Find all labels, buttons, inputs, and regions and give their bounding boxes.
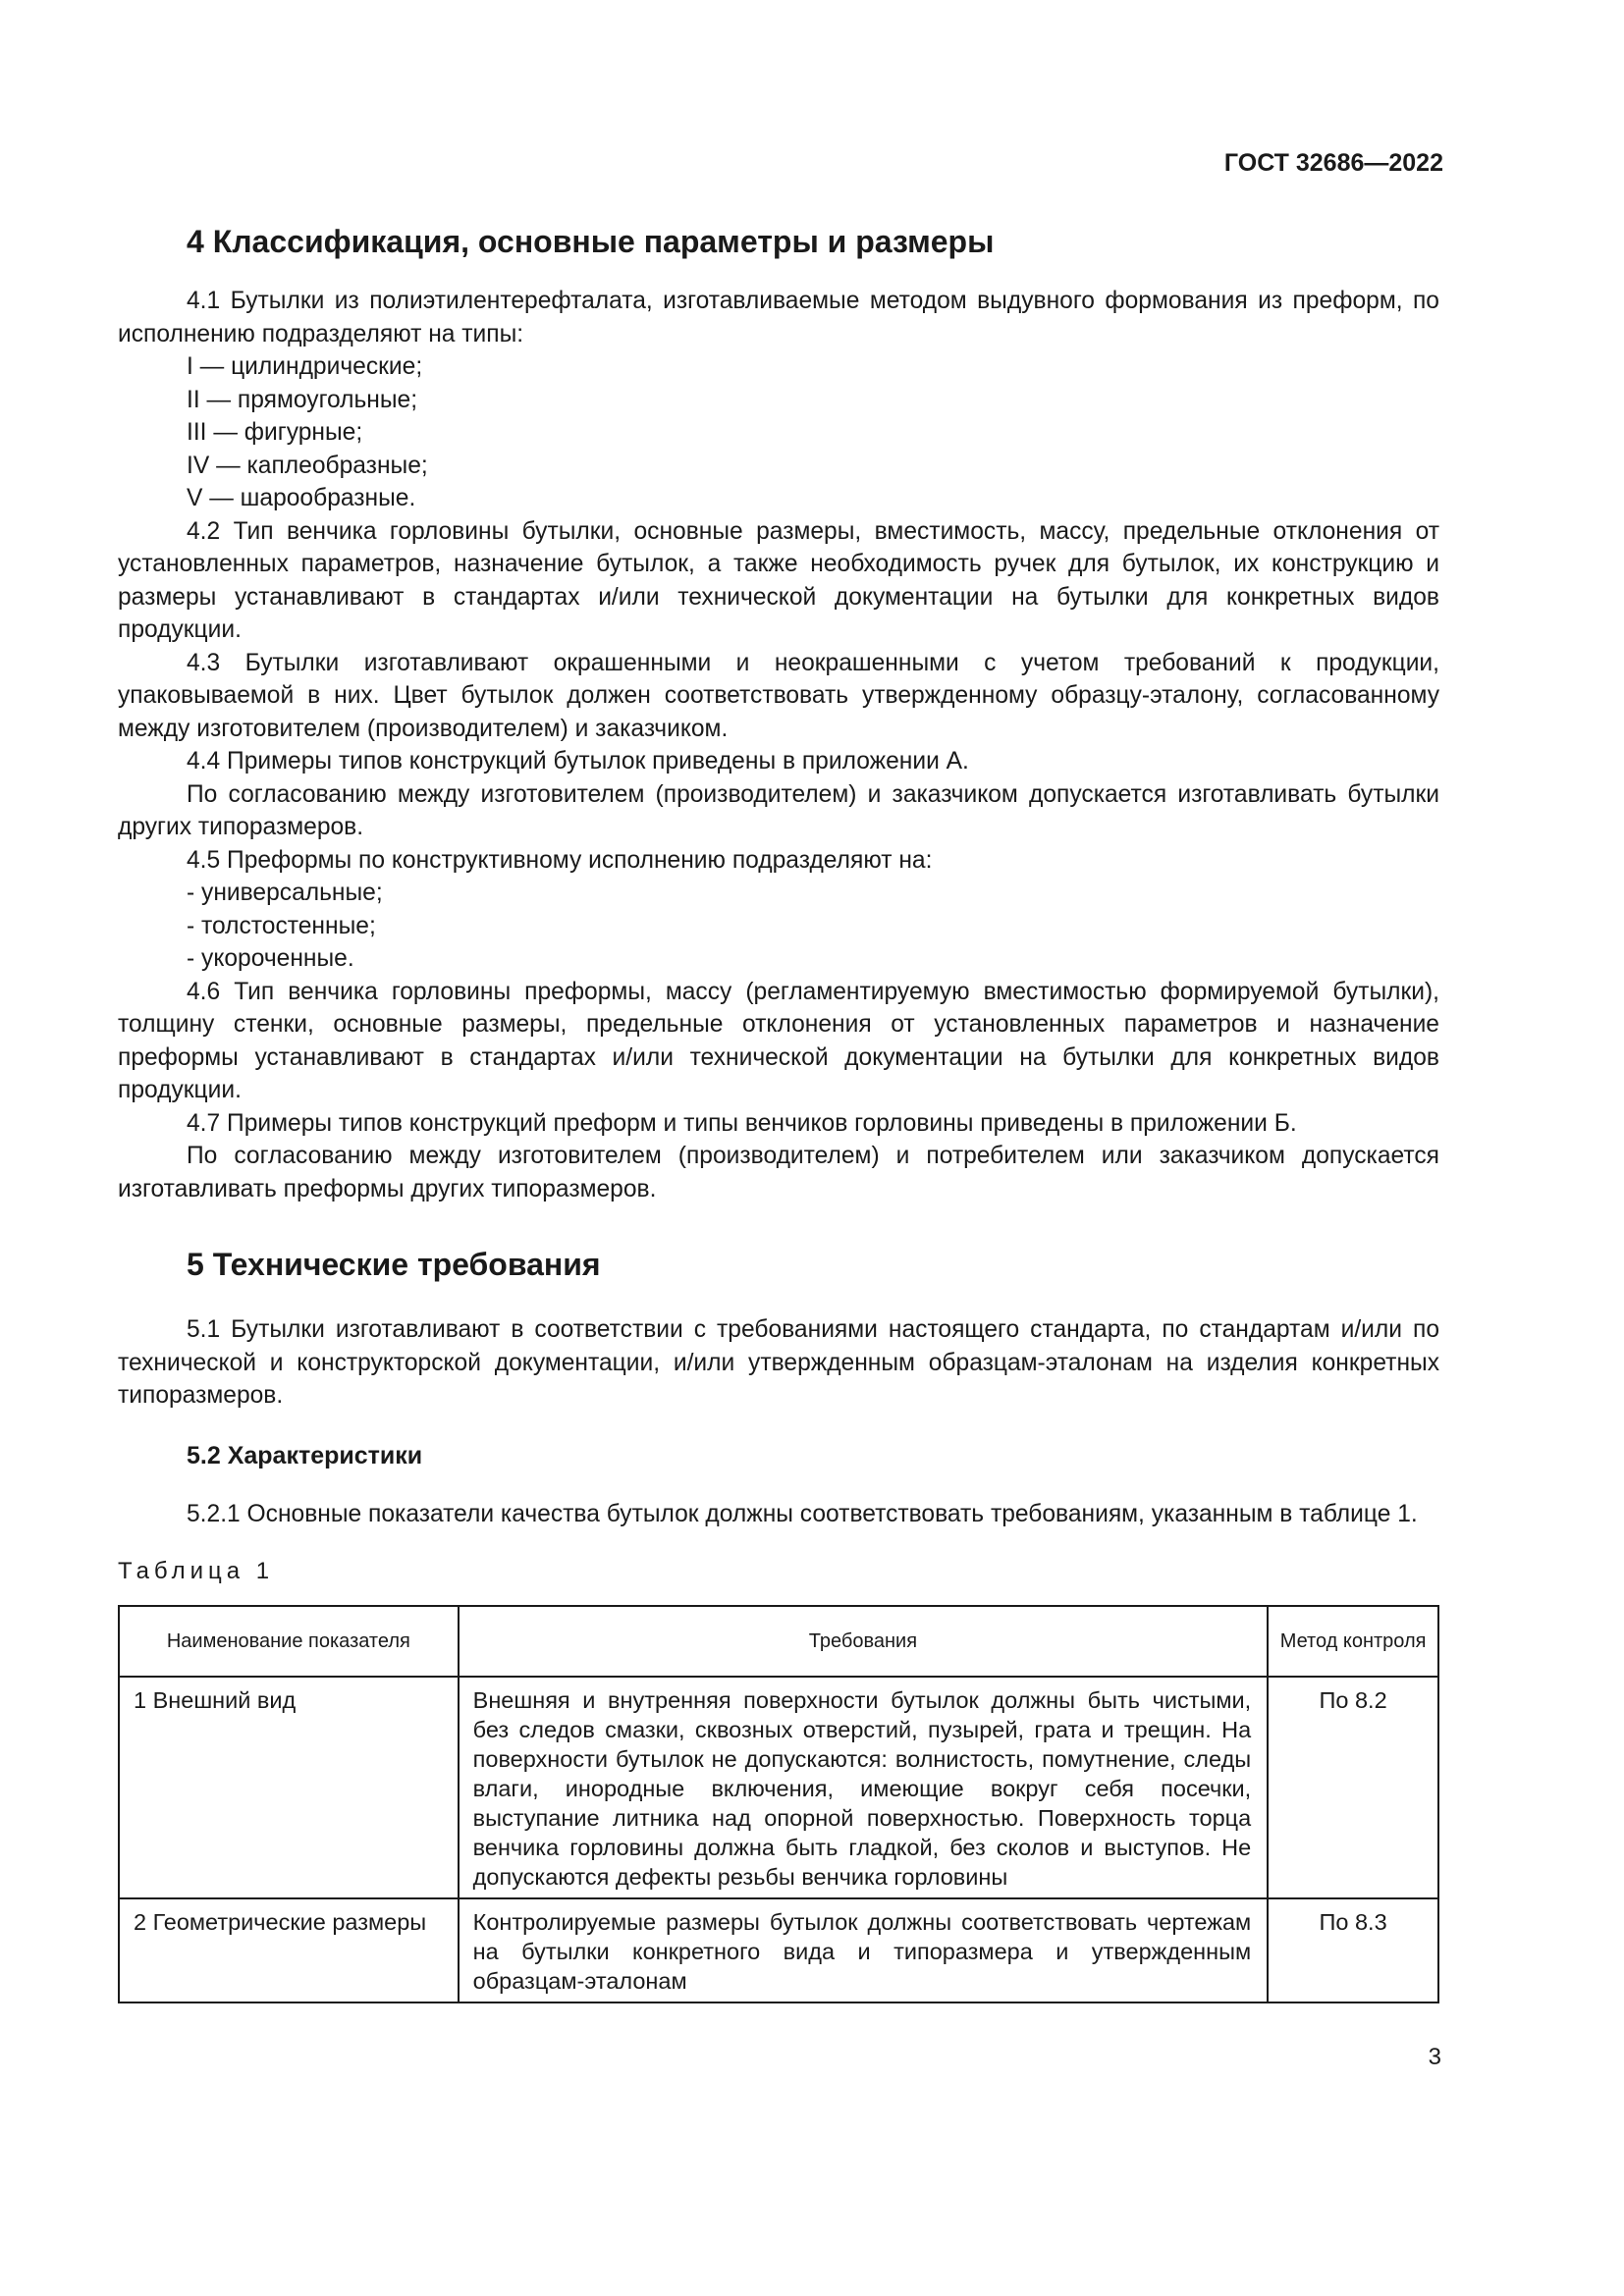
paragraph-4-4-note: По согласованию между изготовителем (производителем) и заказчиком допускается изготавливать бутылки других типоразмеров. [118,780,1439,840]
paragraph-4-5: 4.5 Преформы по конструктивному исполнению подразделяют на: [187,846,933,874]
paragraph-4-1: 4.1 Бутылки из полиэтилентерефталата, изготавливаемые методом выдувного формования из преформ, по исполнению подразделяют на типы: [118,288,1439,347]
table-header-row [119,1606,1438,1677]
paragraph-4-7-note: По согласованию между изготовителем (производителем) и потребителем или заказчиком допускается изготавливать преформы других типоразмеров. [118,1143,1439,1202]
type-item: II — прямоугольные; [187,386,418,413]
paragraph-5-1: 5.1 Бутылки изготавливают в соответствии с требованиями настоящего стандарта, по стандартам и/или по технической и конструкторской документации, и/или утвержденным образцам-эталонам на изделия конкретных типоразмеров. [118,1316,1439,1409]
preform-item: - универсальные; [187,880,383,906]
subsection-5-2-title: 5.2 Характеристики [187,1441,423,1469]
cell-requirements: Внешняя и внутренняя поверхности бутылок должны быть чистыми, без следов смазки, сквозных отверстий, пузырей, грата и трещин. На поверхности бутылок не допускаются: волнистость, помутнение, следы влаги, инородные включения, имеющие вокруг себя посечки, выступание литника над опорной поверхностью. Поверхность торца венчика горловины должна быть гладкой, без сколов и выступов. Не допускаются дефекты резьбы венчика горловины [459,1677,1269,1898]
table-1 [118,1605,1439,2003]
column-header-requirements: Требования [459,1606,1269,1677]
page-number: 3 [1428,2044,1441,2070]
paragraph-4-6: 4.6 Тип венчика горловины преформы, массу (регламентируемую вместимостью формируемой бутылки), толщину стенки, основные размеры, предельные отклонения от установленных параметров и назначение преформы устанавливают в стандартах и/или технической документации на бутылки для конкретных видов продукции. [118,978,1439,1103]
paragraph-4-3: 4.3 Бутылки изготавливают окрашенными и неокрашенными с учетом требований к продукции, упаковываемой в них. Цвет бутылок должен соответствовать утвержденному образцу-эталону, согласованному между изготовителем (производителем) и заказчиком. [118,649,1439,742]
page-content [118,222,1439,2003]
table-caption: Таблица 1 [118,1557,275,1584]
type-item: III — фигурные; [187,419,363,446]
cell-requirements: Контролируемые размеры бутылок должны соответствовать чертежам на бутылки конкретного вида и типоразмера и утвержденным образцам-эталонам [459,1898,1269,2002]
type-item: IV — каплеобразные; [187,452,428,479]
preform-item: - толстостенные; [187,912,376,939]
section-4-title: 4 Классификация, основные параметры и размеры [187,224,995,259]
paragraph-4-7: 4.7 Примеры типов конструкций преформ и типы венчиков горловины приведены в приложении Б. [187,1109,1297,1137]
type-item: V — шарообразные. [187,485,416,511]
preform-item: - укороченные. [187,945,354,972]
table-row [119,1677,1438,1898]
cell-indicator: 1 Внешний вид [119,1677,459,1898]
column-header-indicator: Наименование показателя [119,1606,459,1677]
cell-method: По 8.3 [1268,1898,1438,2002]
cell-method: По 8.2 [1268,1677,1438,1898]
paragraph-5-2-1: 5.2.1 Основные показатели качества бутылок должны соответствовать требованиям, указанным в таблице 1. [187,1501,1418,1527]
cell-indicator: 2 Геометрические размеры [119,1898,459,2002]
column-header-method: Метод контроля [1268,1606,1438,1677]
table-row [119,1898,1438,2002]
document-code: ГОСТ 32686—2022 [1223,149,1443,177]
section-5-title: 5 Технические требования [187,1247,601,1282]
type-item: I — цилиндрические; [187,353,423,380]
paragraph-4-4: 4.4 Примеры типов конструкций бутылок приведены в приложении А. [187,748,969,774]
paragraph-4-2: 4.2 Тип венчика горловины бутылки, основные размеры, вместимость, массу, предельные отклонения от установленных параметров, назначение бутылок, а также необходимость ручек для бутылок, их конструкцию и размеры устанавливают в стандартах и/или технической документации на бутылки для конкретных видов продукции. [118,517,1439,643]
